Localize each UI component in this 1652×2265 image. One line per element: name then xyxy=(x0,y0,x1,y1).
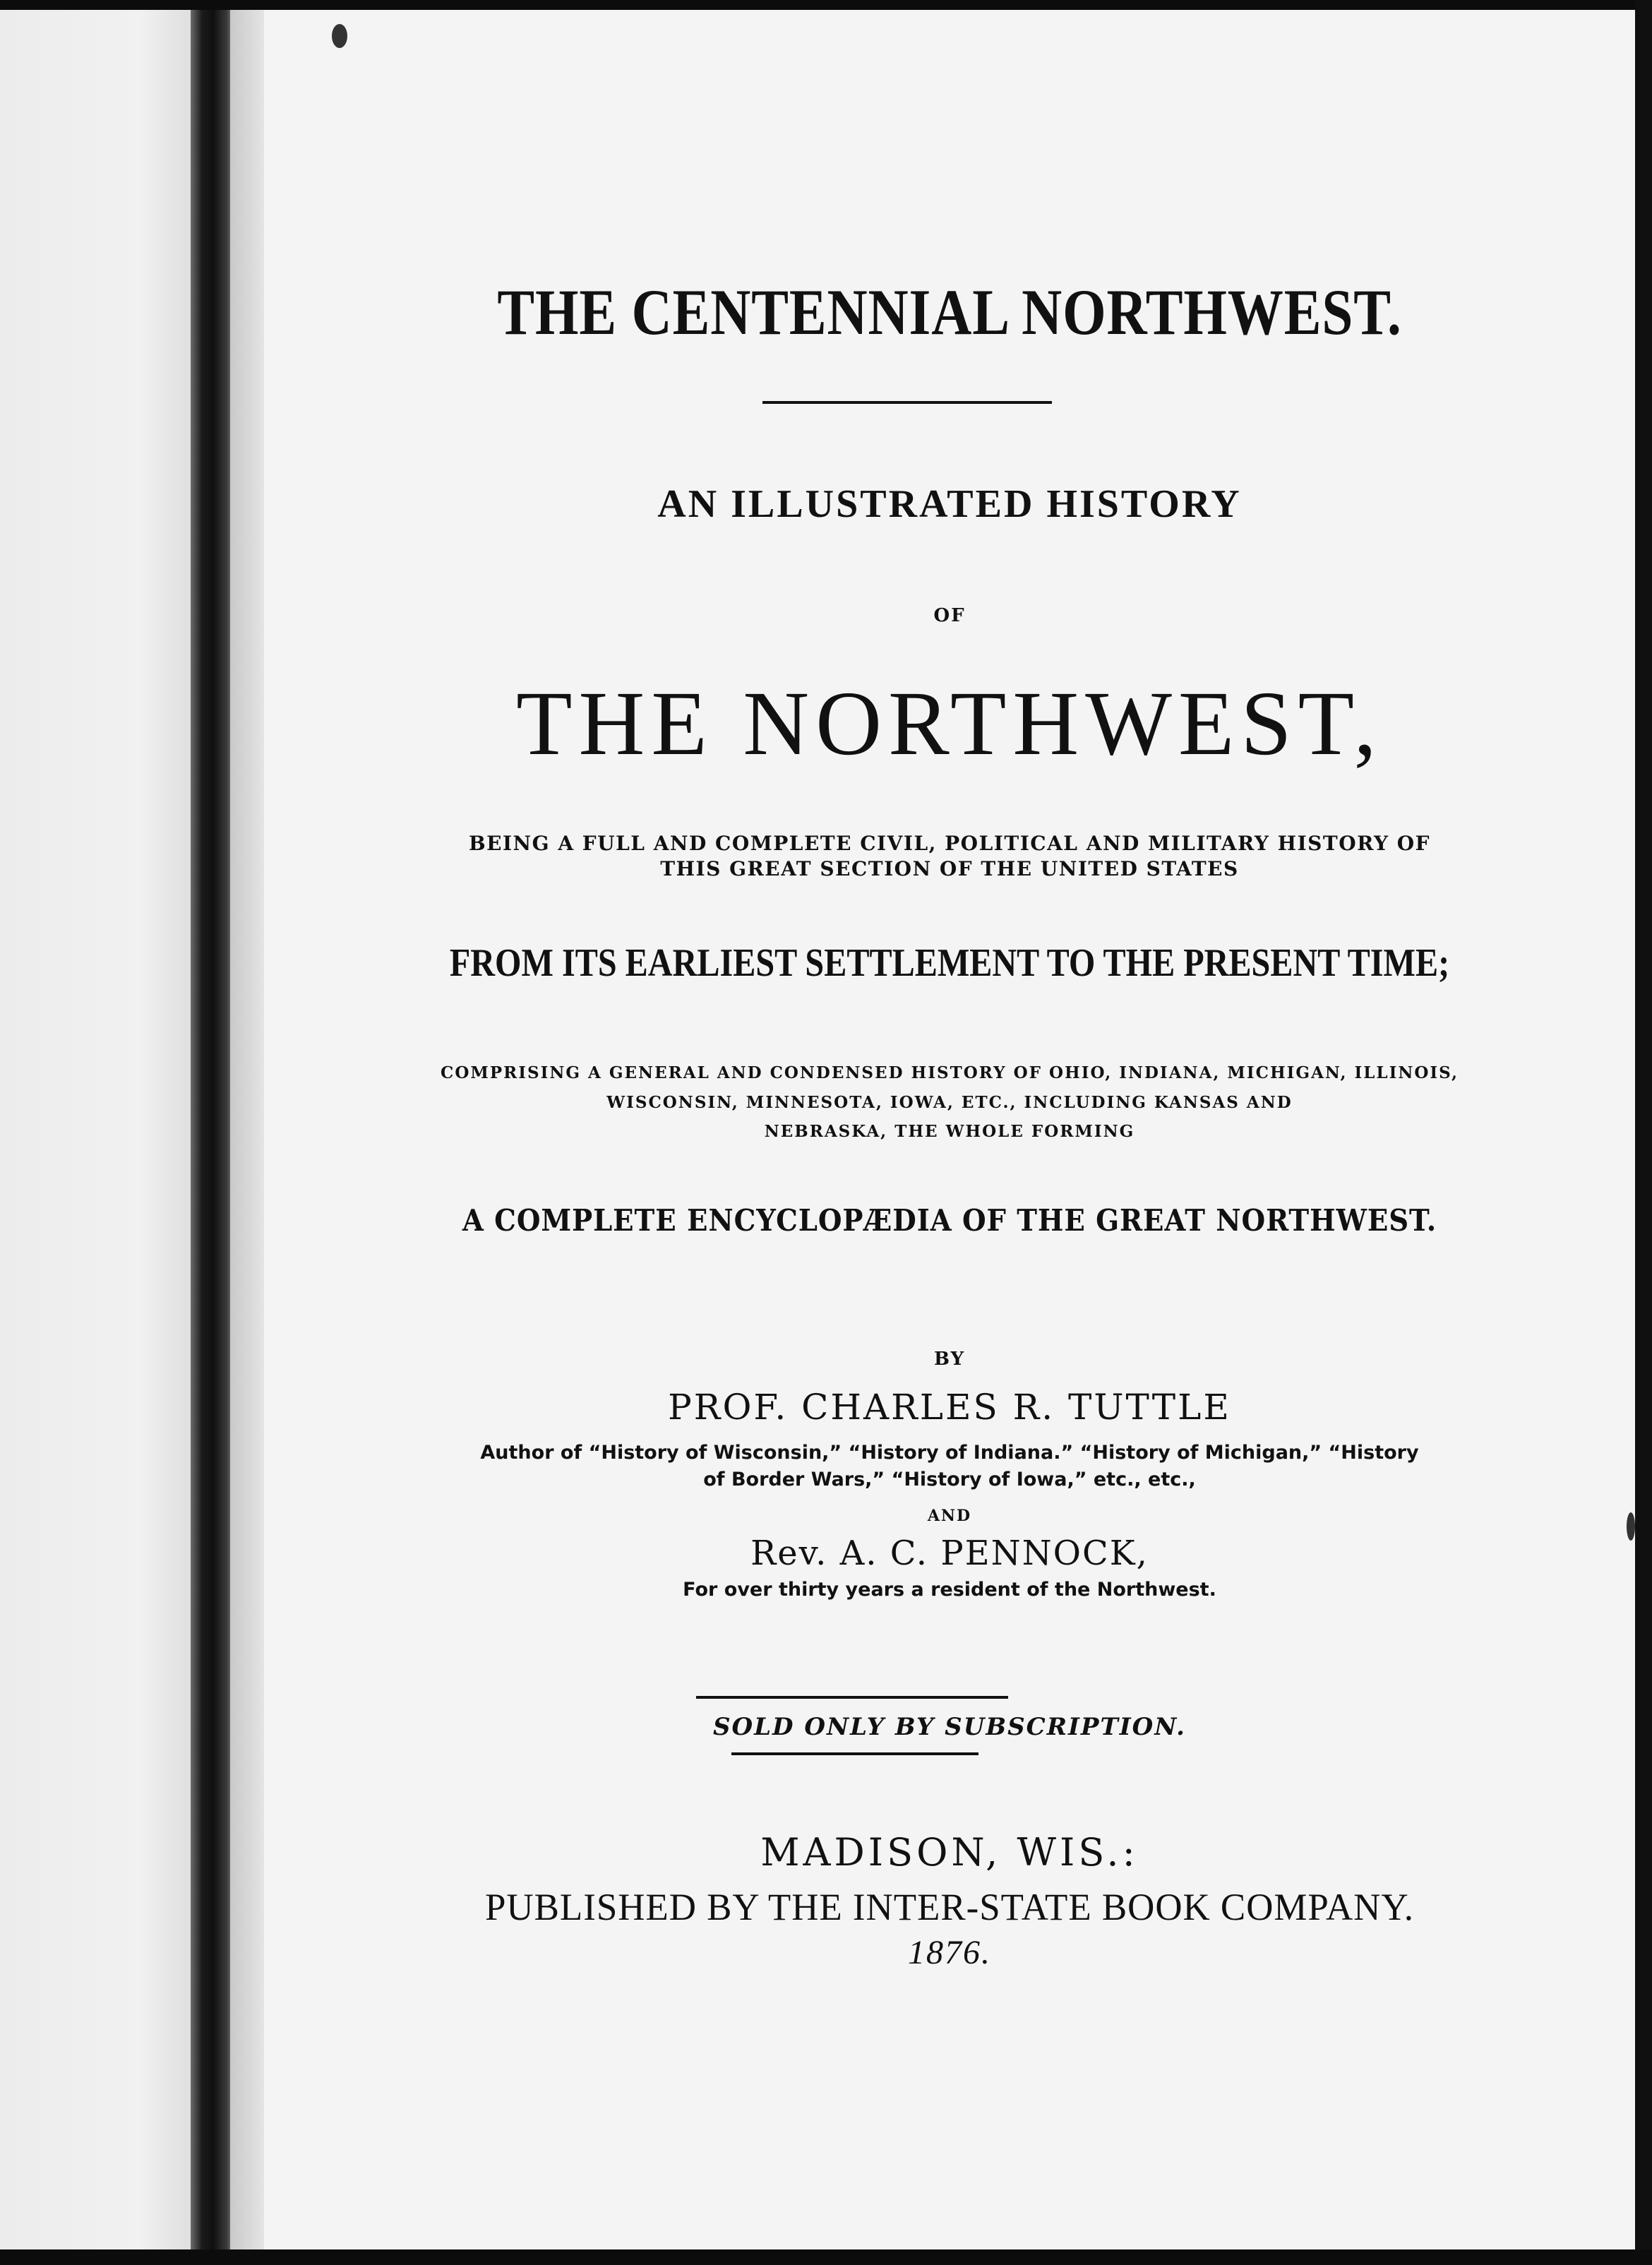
subscription-rule-top xyxy=(696,1696,1008,1699)
gutter-shadow xyxy=(230,0,264,2265)
ink-speck xyxy=(1627,1512,1635,1541)
comprising-line: NEBRASKA, THE WHOLE FORMING xyxy=(764,1122,1135,1141)
publication-year: 1876. xyxy=(908,1934,991,1971)
scan-bottom-border xyxy=(0,2249,1652,2265)
comprising-line: COMPRISING A GENERAL AND CONDENSED HISTORY OF OHIO, INDIANA, MICHIGAN, ILLINOIS, xyxy=(441,1063,1459,1082)
author-note: of Border Wars,” “History of Iowa,” etc., etc., xyxy=(703,1469,1196,1490)
coauthor-name: Rev. A. C. PENNOCK, xyxy=(750,1534,1149,1573)
encyclopaedia-line: A COMPLETE ENCYCLOPÆDIA OF THE GREAT NORTHWEST. xyxy=(462,1203,1437,1238)
big-title: THE NORTHWEST, xyxy=(516,673,1383,775)
comprising-line: WISCONSIN, MINNESOTA, IOWA, ETC., INCLUDING KANSAS AND xyxy=(606,1093,1293,1112)
ink-speck xyxy=(332,24,347,48)
by-word: BY xyxy=(933,1349,966,1370)
author-note: Author of “History of Wisconsin,” “History of Indiana.” “History of Michigan,” “History xyxy=(480,1442,1419,1464)
and-word: AND xyxy=(927,1507,972,1525)
book-gutter xyxy=(191,0,236,2265)
left-facing-page xyxy=(0,0,199,2265)
period-line: FROM ITS EARLIEST SETTLEMENT TO THE PRESENT TIME; xyxy=(449,941,1450,985)
main-title: THE CENTENNIAL NORTHWEST. xyxy=(497,276,1402,348)
publisher: PUBLISHED BY THE INTER-STATE BOOK COMPANY. xyxy=(485,1886,1414,1928)
subscription-rule-bottom xyxy=(731,1752,978,1755)
description-line: BEING A FULL AND COMPLETE CIVIL, POLITICAL AND MILITARY HISTORY OF xyxy=(468,832,1431,855)
publication-place: MADISON, WIS.: xyxy=(760,1830,1139,1875)
subtitle: AN ILLUSTRATED HISTORY xyxy=(657,482,1242,526)
title-rule xyxy=(762,401,1052,404)
author-name: PROF. CHARLES R. TUTTLE xyxy=(668,1387,1231,1428)
scan-top-border xyxy=(0,0,1652,10)
description-line: THIS GREAT SECTION OF THE UNITED STATES xyxy=(660,857,1239,880)
coauthor-note: For over thirty years a resident of the Northwest. xyxy=(683,1579,1216,1601)
of-word: OF xyxy=(933,605,966,626)
subscription-note: SOLD ONLY BY SUBSCRIPTION. xyxy=(712,1713,1187,1741)
title-page xyxy=(264,10,1635,2249)
scan-right-border xyxy=(1635,0,1652,2265)
